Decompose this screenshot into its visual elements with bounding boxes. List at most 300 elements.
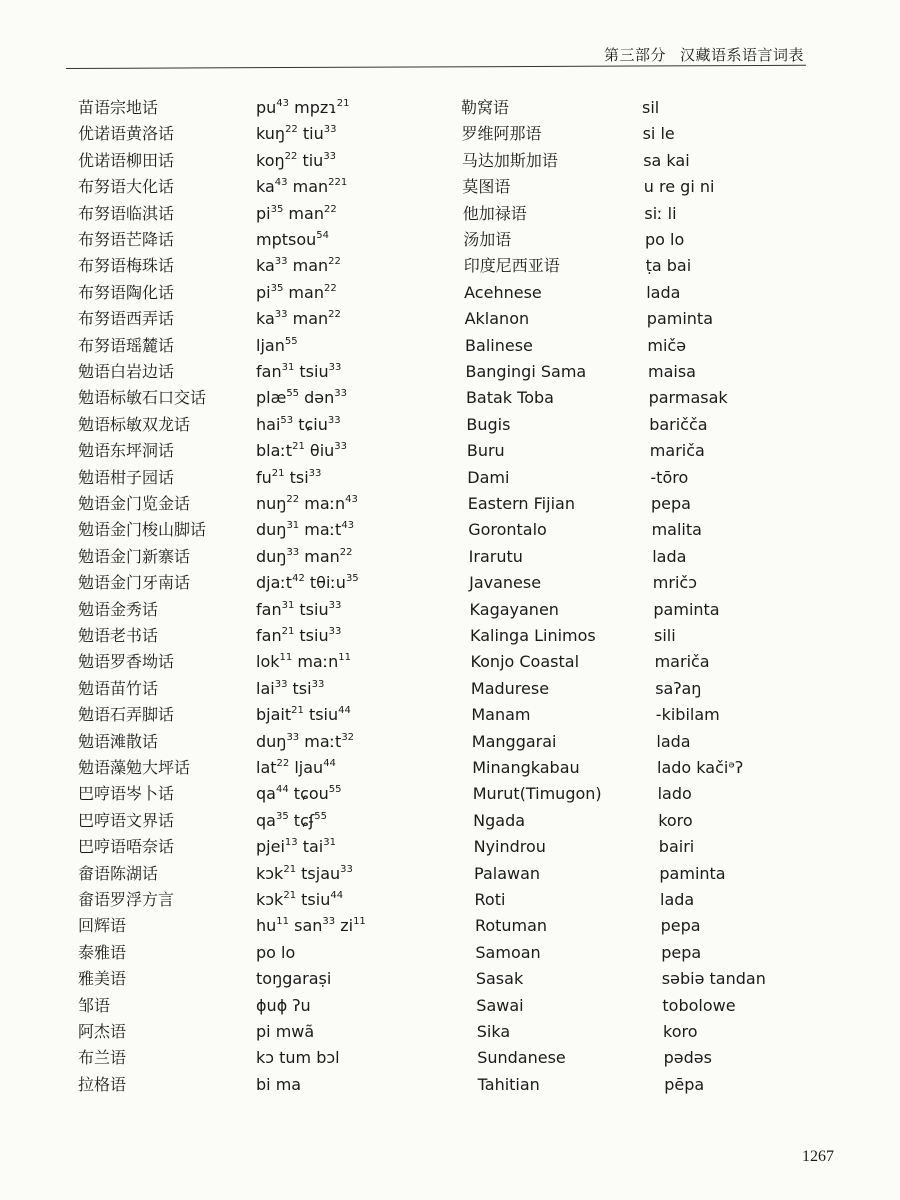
syllable: mptsou: [256, 230, 317, 249]
syllable: qa: [256, 810, 276, 830]
tone-mark: 21: [336, 98, 350, 109]
table-row: [0, 175, 900, 201]
tone-mark: 33: [327, 414, 341, 426]
word-form-left: [256, 835, 336, 859]
tone-mark: 33: [274, 309, 288, 321]
language-name-right: Minangkabau: [472, 758, 580, 777]
language-name-right: Dami: [467, 467, 510, 487]
table-row: [0, 888, 900, 914]
tone-mark: 31: [281, 362, 295, 373]
syllable: bjait: [256, 705, 292, 725]
table-row: [0, 413, 900, 439]
tone-mark: 33: [311, 678, 325, 690]
tone-mark: 33: [322, 916, 336, 928]
table-row: [0, 598, 900, 624]
syllable: tai: [297, 837, 324, 857]
table-row: [0, 1020, 900, 1046]
tone-mark: 44: [338, 705, 351, 717]
tone-mark: 55: [314, 810, 327, 822]
language-name-right: 他加禄语: [462, 203, 527, 223]
word-form-left: [256, 756, 336, 780]
syllable: blaːt: [256, 441, 293, 461]
syllable: kuŋ: [256, 124, 286, 144]
tone-mark: 44: [275, 784, 289, 796]
language-name-right: Madurese: [470, 678, 550, 698]
table-row: [0, 466, 900, 492]
word-form-right: lado: [657, 784, 692, 804]
word-form-right: ṭa bai: [645, 256, 692, 276]
syllable: maːt: [299, 731, 342, 751]
table-row: [0, 941, 900, 967]
syllable: maːn: [299, 494, 346, 513]
word-form-right: -kibilam: [655, 705, 720, 725]
language-name-right: Ngada: [473, 810, 526, 830]
language-name-left: 勉语金门览金话: [78, 494, 191, 513]
syllable: θiu: [304, 441, 335, 461]
syllable: lai: [256, 678, 275, 698]
syllable: ka: [256, 177, 275, 197]
table-row: [0, 835, 900, 861]
tone-mark: 21: [291, 705, 304, 717]
word-form-right: u re gi ni: [643, 177, 715, 197]
syllable: dən: [299, 388, 335, 408]
table-row: [0, 149, 900, 175]
table-row: [0, 545, 900, 571]
tone-mark: 21: [292, 441, 305, 453]
word-form-left: [256, 149, 336, 173]
syllable: tsjau: [296, 863, 341, 883]
syllable: kɔk: [256, 863, 284, 883]
table-row: [0, 914, 900, 940]
syllable: tiu: [297, 124, 324, 144]
language-name-left: 布努语临淇话: [78, 203, 175, 223]
tone-mark: 22: [284, 150, 298, 162]
word-form-right: sili: [654, 626, 676, 645]
word-form-left: [256, 413, 341, 437]
header-part: 第三部分: [603, 46, 666, 64]
syllable: djaːt: [256, 573, 293, 593]
syllable: pu: [256, 98, 277, 117]
language-name-left: 勉语标敏石口交话: [78, 388, 207, 408]
table-row: [0, 967, 900, 993]
word-form-left: [256, 386, 347, 410]
word-form-right: lada: [660, 890, 695, 909]
tone-mark: 31: [323, 837, 336, 849]
syllable: fan: [256, 362, 282, 381]
table-row: [0, 862, 900, 888]
table-row: [0, 571, 900, 597]
syllable: ljau: [289, 758, 324, 777]
syllable: san: [289, 916, 323, 936]
language-name-right: Rotuman: [474, 916, 548, 936]
syllable: man: [299, 546, 340, 566]
language-name-right: Nyindrou: [473, 837, 546, 857]
tone-mark: 33: [274, 678, 288, 690]
word-form-left: [256, 677, 324, 701]
word-form-left: [256, 888, 343, 912]
language-name-left: 勉语老书话: [78, 626, 159, 645]
language-name-left: 雅美语: [78, 969, 127, 989]
language-name-right: Palawan: [474, 863, 541, 883]
word-form-left: [256, 650, 351, 674]
syllable: ɸuɸ ʔu: [256, 995, 311, 1015]
language-name-right: Aklanon: [464, 309, 530, 329]
syllable: qa: [256, 784, 276, 804]
language-name-left: 邹语: [78, 995, 111, 1015]
word-form-left: [256, 914, 366, 938]
word-form-right: saʔaŋ: [655, 678, 702, 698]
syllable: tsi: [284, 467, 309, 487]
language-name-right: Roti: [474, 890, 506, 909]
word-form-left: [256, 334, 298, 358]
word-form-left: [256, 782, 342, 806]
word-form-right: sil: [642, 98, 660, 117]
word-form-left: [256, 492, 358, 516]
table-row: [0, 254, 900, 280]
word-form-right: baričča: [649, 414, 708, 434]
word-form-left: [256, 175, 347, 199]
language-name-left: 勉语金门梭山脚话: [78, 520, 207, 540]
tone-mark: 22: [339, 546, 353, 558]
table-row: [0, 96, 900, 122]
language-name-right: 汤加语: [463, 230, 512, 249]
word-form-right: po lo: [645, 230, 685, 249]
language-name-left: 勉语金门牙南话: [78, 573, 191, 593]
syllable: kɔ tum bɔl: [256, 1048, 340, 1068]
language-name-left: 勉语金秀话: [78, 599, 159, 619]
language-name-left: 勉语藻勉大坪话: [78, 758, 191, 777]
table-row: [0, 809, 900, 835]
word-form-right: pədəs: [663, 1048, 712, 1068]
table-row: [0, 677, 900, 703]
tone-mark: 55: [284, 335, 298, 347]
language-name-right: Bangingi Sama: [465, 362, 587, 381]
syllable: tsiu: [294, 599, 329, 619]
syllable: pi mwã: [256, 1022, 315, 1041]
word-form-right: mariča: [654, 652, 710, 672]
word-form-left: [256, 307, 341, 331]
syllable: zi: [335, 916, 354, 936]
table-row: [0, 202, 900, 228]
language-name-right: 罗维阿那语: [461, 124, 542, 144]
tone-mark: 43: [276, 98, 290, 109]
tone-mark: 22: [328, 256, 341, 268]
word-form-right: lado kačiᵊʔ: [657, 758, 744, 777]
tone-mark: 33: [328, 599, 342, 611]
word-form-right: pēpa: [664, 1074, 705, 1094]
syllable: tɕiu: [293, 414, 328, 434]
word-form-right: mariča: [649, 441, 705, 461]
word-form-left: [256, 281, 337, 305]
word-form-right: mričɔ: [652, 573, 697, 593]
word-form-right: -tōro: [650, 467, 689, 487]
syllable: pi: [256, 282, 271, 302]
tone-mark: 35: [275, 810, 289, 822]
language-name-right: 马达加斯加语: [461, 150, 558, 170]
syllable: man: [287, 177, 329, 197]
language-name-left: 畲语罗浮方言: [78, 890, 175, 909]
word-form-right: malita: [651, 520, 702, 540]
syllable: tsi: [287, 678, 312, 698]
word-form-right: sa kai: [643, 150, 690, 170]
language-name-right: 印度尼西亚语: [463, 256, 560, 276]
syllable: ljan: [256, 335, 285, 355]
table-row: [0, 360, 900, 386]
word-form-right: si le: [642, 124, 675, 144]
table-row: [0, 439, 900, 465]
word-form-right: pepa: [651, 494, 691, 513]
language-name-left: 勉语金门新寨话: [78, 546, 191, 566]
tone-mark: 221: [328, 177, 348, 189]
syllable: duŋ: [256, 546, 287, 566]
word-form-right: səbiə tandan: [661, 969, 766, 989]
header-title: 汉藏语系语言词表: [679, 46, 804, 64]
word-form-left: [256, 96, 349, 120]
language-name-right: Batak Toba: [465, 388, 554, 408]
language-name-left: 布努语芒降话: [78, 230, 175, 249]
tone-mark: 21: [283, 863, 297, 875]
language-name-right: Murut(Timugon): [472, 784, 602, 804]
language-name-right: Javanese: [469, 573, 542, 593]
language-name-left: 布努语西弄话: [78, 309, 175, 329]
word-form-right: lada: [652, 546, 687, 566]
language-name-left: 布努语大化话: [78, 177, 175, 197]
word-form-left: [256, 624, 341, 648]
word-form-right: pepa: [660, 916, 701, 936]
tone-mark: 53: [280, 414, 294, 426]
tone-mark: 21: [281, 626, 295, 637]
tone-mark: 11: [338, 652, 351, 664]
language-name-left: 畲语陈湖话: [78, 863, 159, 883]
table-row: [0, 122, 900, 148]
language-name-right: Sundanese: [477, 1048, 566, 1068]
table-row: [0, 730, 900, 756]
syllable: man: [283, 282, 324, 302]
syllable: tθiːu: [304, 573, 346, 593]
language-name-right: Manam: [471, 705, 531, 725]
word-form-right: lada: [656, 731, 691, 751]
table-row: [0, 281, 900, 307]
word-form-left: [256, 862, 353, 886]
tone-mark: 42: [292, 573, 305, 585]
language-name-left: 泰雅语: [78, 942, 127, 962]
language-name-right: Eastern Fijian: [467, 494, 575, 513]
language-name-left: 布兰语: [78, 1048, 127, 1068]
syllable: plæ: [256, 388, 287, 408]
word-form-right: maisa: [648, 362, 696, 381]
table-row: [0, 782, 900, 808]
syllable: po lo: [256, 942, 296, 962]
syllable: ka: [256, 256, 275, 276]
tone-mark: 13: [284, 837, 298, 849]
word-form-left: [256, 360, 341, 384]
syllable: man: [287, 256, 329, 276]
syllable: fu: [256, 467, 272, 487]
syllable: fan: [256, 599, 282, 619]
table-row: [0, 228, 900, 254]
tone-mark: 33: [308, 467, 322, 479]
tone-mark: 11: [353, 916, 366, 928]
word-form-right: paminta: [646, 309, 714, 329]
syllable: lat: [256, 758, 277, 777]
word-form-right: lada: [646, 282, 681, 302]
language-name-right: Buru: [466, 441, 505, 461]
word-form-left: [256, 228, 329, 252]
syllable: tsiu: [294, 626, 329, 645]
language-name-left: 勉语苗竹话: [78, 678, 159, 698]
tone-mark: 43: [341, 520, 355, 532]
tone-mark: 33: [323, 150, 337, 162]
language-name-left: 优诺语柳田话: [78, 150, 175, 170]
word-form-right: mičə: [647, 335, 687, 355]
word-form-right: paminta: [653, 599, 720, 619]
language-name-left: 巴哼语唔奈话: [78, 837, 175, 857]
tone-mark: 21: [271, 467, 285, 479]
word-form-right: koro: [658, 810, 693, 830]
page-number: 1267: [802, 1148, 834, 1165]
syllable: koŋ: [256, 150, 285, 170]
table-row: [0, 756, 900, 782]
table-row: [0, 703, 900, 729]
tone-mark: 43: [274, 177, 288, 189]
tone-mark: 33: [328, 362, 342, 373]
word-form-left: [256, 1073, 301, 1097]
word-form-left: [256, 730, 354, 754]
language-name-right: 莫图语: [462, 177, 511, 197]
language-name-left: 勉语石弄脚话: [78, 705, 175, 725]
table-row: [0, 1073, 900, 1099]
word-form-left: [256, 1020, 314, 1044]
tone-mark: 22: [286, 494, 300, 505]
tone-mark: 21: [283, 890, 297, 901]
word-form-right: tobolowe: [662, 995, 736, 1015]
syllable: tɕʄ: [288, 810, 315, 830]
table-row: [0, 334, 900, 360]
tone-mark: 33: [286, 731, 300, 743]
table-row: [0, 307, 900, 333]
syllable: bi ma: [256, 1074, 302, 1094]
table-row: [0, 518, 900, 544]
word-form-left: [256, 703, 351, 727]
word-form-left: [256, 598, 341, 622]
tone-mark: 33: [323, 124, 337, 136]
word-form-left: [256, 254, 341, 278]
word-form-left: [256, 466, 321, 490]
tone-mark: 54: [316, 230, 330, 241]
language-name-left: 布努语陶化话: [78, 282, 175, 302]
language-name-left: 阿杰语: [78, 1022, 127, 1041]
tone-mark: 35: [345, 573, 359, 585]
tone-mark: 11: [276, 916, 290, 928]
tone-mark: 55: [286, 388, 300, 400]
tone-mark: 35: [270, 282, 284, 294]
tone-mark: 33: [286, 546, 300, 558]
page-header: [604, 44, 804, 65]
tone-mark: 22: [276, 758, 290, 769]
word-form-left: [256, 439, 347, 463]
language-name-left: 勉语东坪洞话: [78, 441, 175, 461]
language-name-right: Acehnese: [464, 282, 542, 302]
language-name-left: 巴哼语文界话: [78, 810, 175, 830]
language-name-left: 布努语瑶麓话: [78, 335, 175, 355]
tone-mark: 33: [274, 256, 288, 268]
language-name-left: 优诺语黄洛话: [78, 124, 175, 144]
tone-mark: 35: [270, 203, 284, 215]
syllable: maːt: [299, 520, 342, 540]
language-name-right: Samoan: [475, 942, 541, 962]
language-name-left: 拉格语: [78, 1074, 127, 1094]
word-form-right: paminta: [659, 863, 726, 883]
language-name-left: 苗语宗地话: [78, 98, 159, 117]
language-name-right: Sika: [476, 1022, 511, 1041]
word-form-left: [256, 122, 336, 146]
table-row: [0, 994, 900, 1020]
syllable: tsiu: [303, 705, 339, 725]
syllable: pjei: [256, 837, 285, 857]
language-name-right: Konjo Coastal: [470, 652, 580, 672]
syllable: pi: [256, 203, 271, 223]
table-row: [0, 650, 900, 676]
word-form-right: siː li: [644, 203, 677, 223]
syllable: fan: [256, 626, 282, 645]
syllable: man: [283, 203, 324, 223]
word-form-left: [256, 967, 331, 991]
syllable: tiu: [297, 150, 324, 170]
tone-mark: 31: [286, 520, 300, 532]
language-name-left: 勉语滩散话: [78, 731, 159, 751]
tone-mark: 33: [340, 863, 353, 875]
word-form-right: pepa: [661, 942, 702, 962]
tone-mark: 43: [345, 494, 358, 505]
syllable: hu: [256, 916, 277, 936]
word-form-right: bairi: [658, 837, 695, 857]
language-name-right: 勒窝语: [461, 98, 510, 117]
language-name-left: 布努语梅珠话: [78, 256, 175, 276]
tone-mark: 33: [328, 626, 342, 637]
syllable: nuŋ: [256, 494, 287, 513]
word-form-right: koro: [663, 1022, 698, 1041]
tone-mark: 33: [334, 388, 348, 400]
table-row: [0, 492, 900, 518]
language-name-right: Tahitian: [477, 1074, 540, 1094]
language-name-left: 勉语柑子园话: [78, 467, 175, 487]
word-form-left: [256, 994, 311, 1018]
tone-mark: 22: [323, 282, 337, 294]
tone-mark: 11: [279, 652, 293, 664]
word-form-left: [256, 809, 327, 833]
word-form-left: [256, 1046, 340, 1070]
language-name-right: Kalinga Linimos: [470, 626, 596, 645]
tone-mark: 22: [323, 203, 337, 215]
word-form-left: [256, 545, 353, 569]
syllable: kɔk: [256, 890, 284, 909]
language-name-left: 巴哼语岑卜话: [78, 784, 175, 804]
tone-mark: 55: [328, 784, 342, 796]
word-form-left: [256, 518, 354, 542]
tone-mark: 44: [323, 758, 336, 769]
syllable: tsiu: [294, 362, 329, 381]
language-name-right: Sawai: [476, 995, 524, 1015]
table-row: [0, 1046, 900, 1072]
syllable: duŋ: [256, 731, 287, 751]
tone-mark: 44: [330, 890, 344, 901]
tone-mark: 32: [341, 731, 355, 743]
syllable: tɕou: [288, 784, 329, 804]
language-name-right: Gorontalo: [468, 520, 547, 540]
syllable: mpzɿ: [289, 98, 337, 117]
language-name-right: Bugis: [466, 414, 511, 434]
language-name-left: 勉语罗香坳话: [78, 652, 175, 672]
